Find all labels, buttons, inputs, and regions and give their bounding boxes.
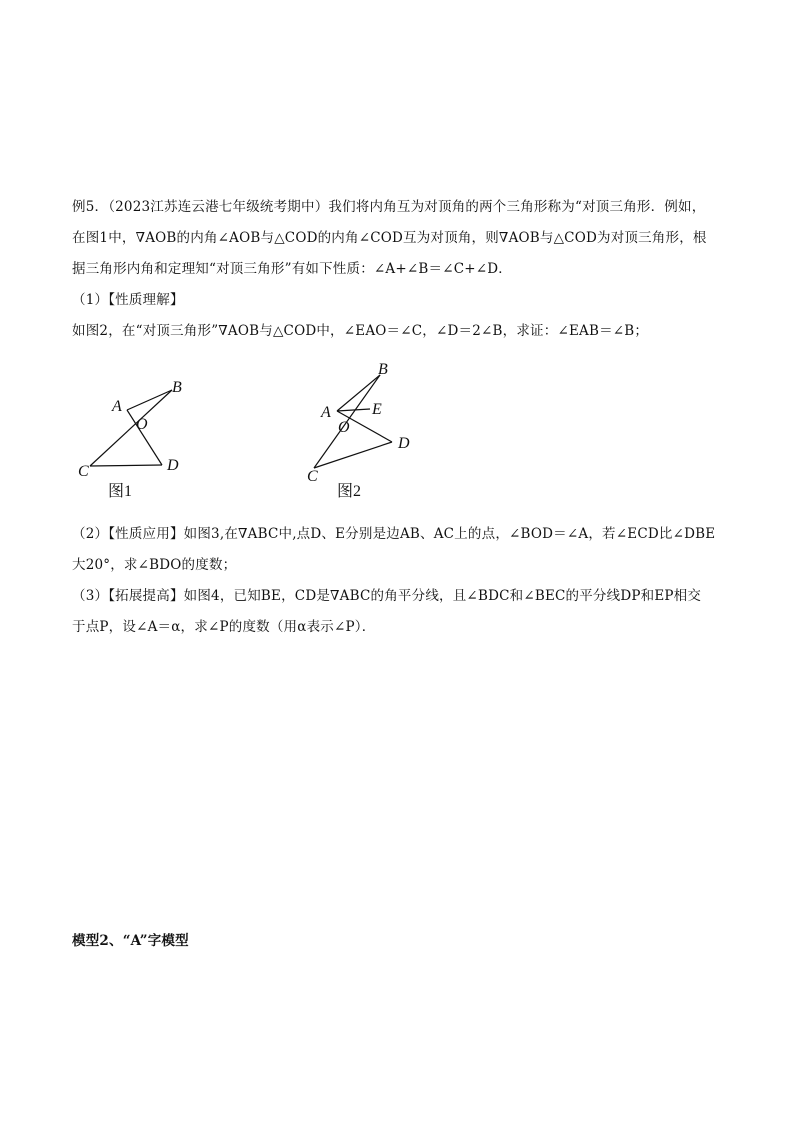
label-C: C — [307, 468, 318, 485]
figure-2-caption: 图2 — [337, 483, 362, 500]
segment-CD — [314, 442, 392, 468]
label-D: D — [167, 457, 179, 474]
label-O: O — [338, 419, 350, 436]
segment-CD — [90, 465, 162, 466]
label-A: A — [112, 398, 122, 415]
figure-1-caption: 图1 — [108, 483, 133, 500]
figure-2-diagram — [300, 355, 430, 505]
label-E: E — [372, 401, 382, 418]
part1-heading: （1）【性质理解】 — [72, 292, 184, 308]
intro-line-1: 例5．（2023江苏连云港七年级统考期中）我们将内角互为对顶角的两个三角形称为“对顶三角形．例如， — [72, 199, 706, 215]
part1-text: 如图2，在“对顶三角形”∇AOB与△COD中，∠EAO＝∠C，∠D＝2∠B，求证：∠EAB＝∠B； — [72, 323, 649, 339]
section-heading — [72, 926, 724, 957]
intro-line-2: 在图1中，∇AOB的内角∠AOB与△COD的内角∠COD互为对顶角，则∇AOB与△COD为对顶三角形，根 — [72, 230, 707, 246]
label-B: B — [378, 361, 388, 378]
part1 — [72, 285, 724, 347]
figure-1 — [72, 370, 222, 505]
part3-line-2: 于点P，设∠A＝α，求∠P的度数（用α表示∠P）． — [72, 619, 376, 635]
figure-2 — [300, 355, 430, 505]
label-A: A — [321, 404, 331, 421]
figure-1-diagram — [72, 370, 222, 505]
intro-line-3: 据三角形内角和定理知“对顶三角形”有如下性质：∠A+∠B＝∠C+∠D． — [72, 261, 512, 277]
part3 — [72, 581, 724, 643]
model-2-title: 模型2、“A”字模型 — [72, 933, 189, 949]
label-O: O — [136, 416, 148, 433]
part3-line-1: （3）【拓展提高】如图4，已知BE，CD是∇ABC的角平分线，且∠BDC和∠BEC的平分线DP和EP相交 — [72, 588, 702, 604]
part2-line-2: 大20°，求∠BDO的度数； — [72, 557, 237, 573]
label-C: C — [78, 463, 89, 480]
label-D: D — [398, 435, 410, 452]
segment-AB — [127, 390, 172, 410]
part2 — [72, 519, 724, 581]
segment-BC — [90, 390, 172, 466]
problem-intro — [72, 192, 724, 285]
segment-AE — [337, 409, 370, 411]
part2-line-1: （2）【性质应用】如图3,在∇ABC中,点D、E分别是边AB、AC上的点，∠BOD＝∠A，若∠ECD比∠DBE — [72, 526, 716, 542]
label-B: B — [172, 379, 182, 396]
